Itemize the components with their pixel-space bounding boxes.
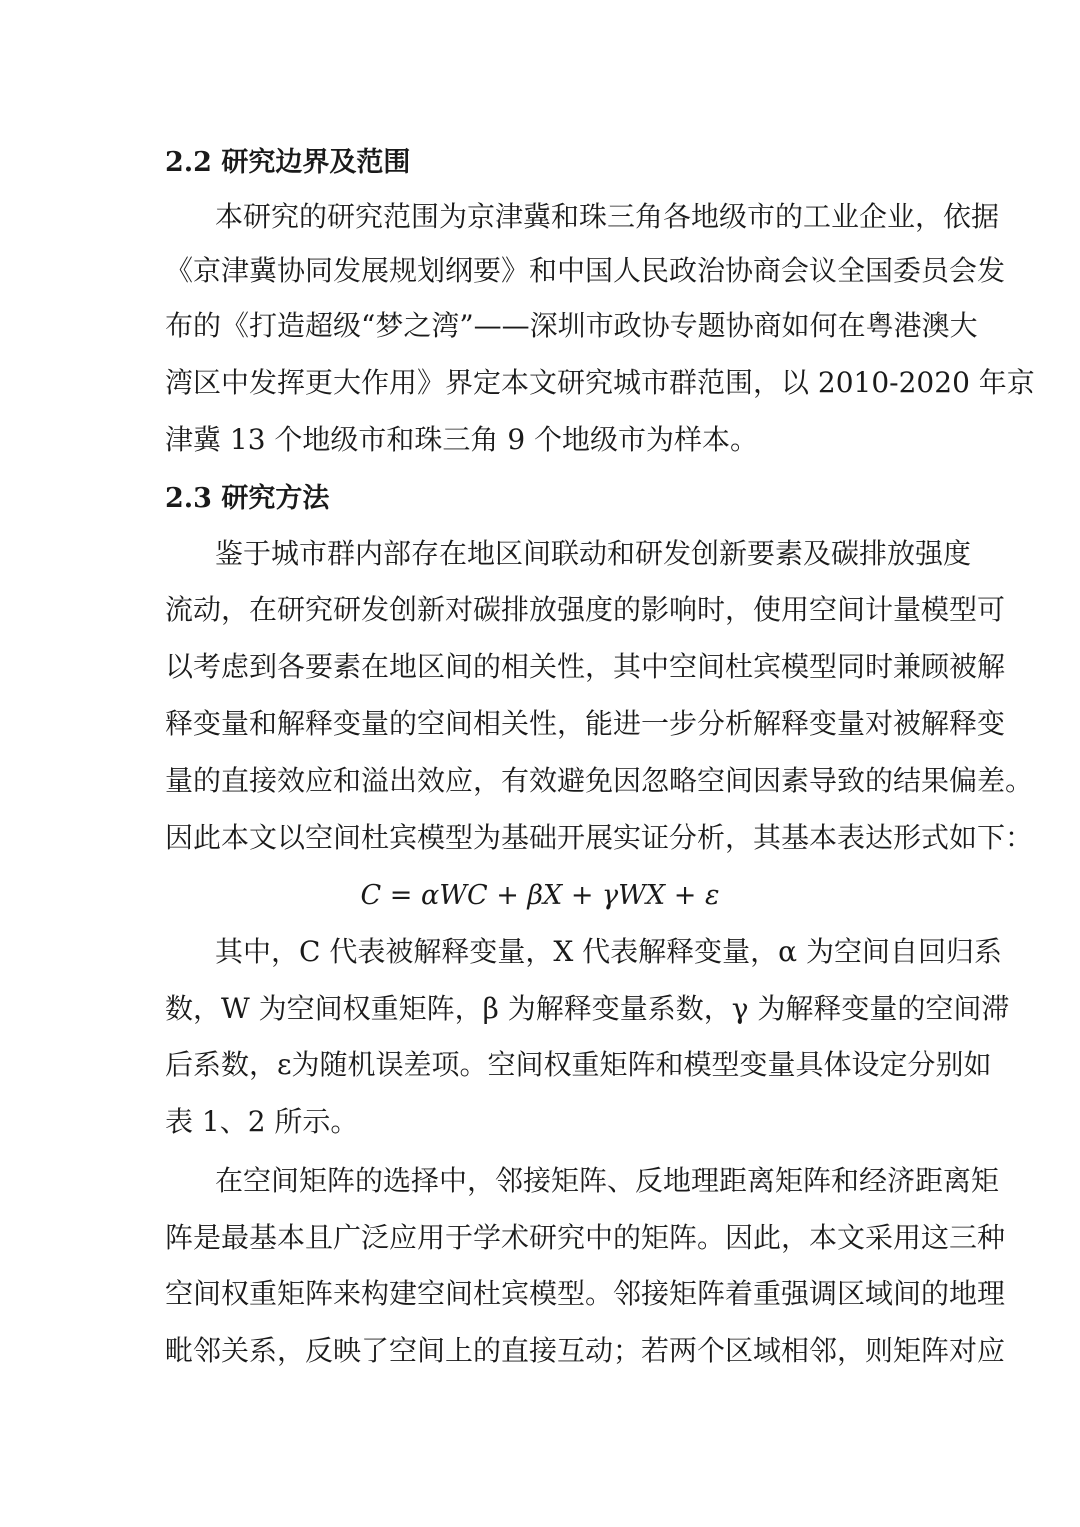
paragraph-line: 数，W 为空间权重矩阵，β 为解释变量系数，γ 为解释变量的空间滞 — [165, 992, 1010, 1025]
paragraph-line: 本研究的研究范围为京津冀和珠三角各地级市的工业企业，依据 — [215, 200, 1000, 233]
paragraph-line: 布的《打造超级“梦之湾”——深圳市政协专题协商如何在粤港澳大 — [165, 309, 978, 342]
paragraph-line: 后系数，ε为随机误差项。空间权重矩阵和模型变量具体设定分别如 — [165, 1048, 992, 1081]
formula: C = αWC + βX + γWX + ε — [360, 880, 720, 911]
paragraph-line: 津冀 13 个地级市和珠三角 9 个地级市为样本。 — [165, 423, 759, 456]
paragraph-line: 鉴于城市群内部存在地区间联动和研发创新要素及碳排放强度 — [215, 537, 972, 570]
paragraph-line: 毗邻关系，反映了空间上的直接互动；若两个区域相邻，则矩阵对应 — [165, 1334, 1006, 1367]
paragraph-line: 其中，C 代表被解释变量，X 代表解释变量，α 为空间自回归系 — [215, 935, 1002, 968]
paragraph-line: 《京津冀协同发展规划纲要》和中国人民政治协商会议全国委员会发 — [165, 254, 1006, 287]
paragraph-line: 流动，在研究研发创新对碳排放强度的影响时，使用空间计量模型可 — [165, 593, 1006, 626]
paragraph-line: 在空间矩阵的选择中，邻接矩阵、反地理距离矩阵和经济距离矩 — [215, 1164, 1000, 1197]
paragraph-line: 湾区中发挥更大作用》界定本文研究城市群范围，以 2010-2020 年京 — [165, 366, 1035, 399]
paragraph-line: 空间权重矩阵来构建空间杜宾模型。邻接矩阵着重强调区域间的地理 — [165, 1277, 1006, 1310]
paragraph-line: 阵是最基本且广泛应用于学术研究中的矩阵。因此，本文采用这三种 — [165, 1221, 1006, 1254]
paragraph-line: 量的直接效应和溢出效应，有效避免因忽略空间因素导致的结果偏差。 — [165, 764, 1034, 797]
paragraph-line: 以考虑到各要素在地区间的相关性，其中空间杜宾模型同时兼顾被解 — [165, 650, 1006, 683]
paragraph-line: 释变量和解释变量的空间相关性，能进一步分析解释变量对被解释变 — [165, 707, 1006, 740]
paragraph-line: 表 1、2 所示。 — [165, 1105, 359, 1138]
paragraph-line: 因此本文以空间杜宾模型为基础开展实证分析，其基本表达形式如下： — [165, 821, 1034, 854]
section-heading-2-3: 2.3 研究方法 — [165, 483, 330, 514]
section-heading-2-2: 2.2 研究边界及范围 — [165, 147, 411, 178]
